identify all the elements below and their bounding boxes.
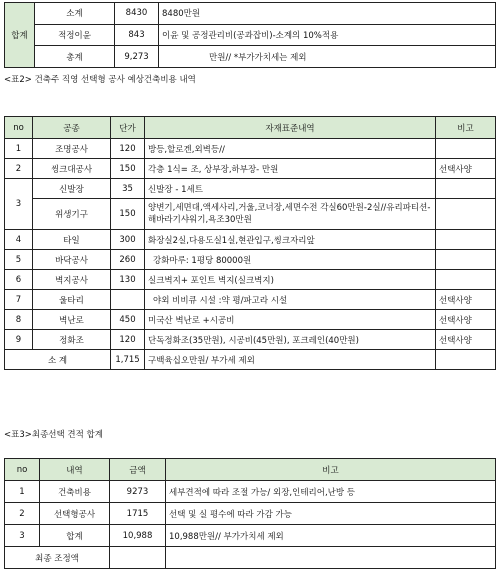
cell-name: 벽난로 bbox=[33, 310, 111, 330]
final-label: 최종 조정액 bbox=[5, 547, 110, 569]
cell-name: 조명공사 bbox=[33, 139, 111, 159]
cell-note bbox=[436, 270, 496, 290]
cell-amount: 1715 bbox=[110, 503, 166, 525]
cell-note: 선택사양 bbox=[436, 159, 496, 179]
cell-note: 10,988만원// 부가가치세 제외 bbox=[166, 525, 496, 547]
cell-no: 1 bbox=[5, 139, 33, 159]
cell-name: 위생기구 bbox=[33, 199, 111, 230]
cell-price: 120 bbox=[111, 330, 145, 350]
table-row bbox=[5, 199, 496, 230]
table-row bbox=[5, 270, 496, 290]
cell-name: 울타리 bbox=[33, 290, 111, 310]
cell-note bbox=[436, 139, 496, 159]
table-row bbox=[5, 330, 496, 350]
cell-note: 선택 및 실 평수에 따라 가감 가능 bbox=[166, 503, 496, 525]
header-name: 공종 bbox=[33, 117, 111, 139]
header-amount: 금액 bbox=[110, 459, 166, 481]
cell-amount: 10,988 bbox=[110, 525, 166, 547]
cell-note bbox=[436, 199, 496, 230]
header-name: 내역 bbox=[40, 459, 110, 481]
cell-price: 120 bbox=[111, 139, 145, 159]
cell-detail: 단독정화조(35만원), 시공비(45만원), 포크레인(40만원) bbox=[145, 330, 436, 350]
cell-note: 세부견적에 따라 조절 가능/ 외장,인테리어,난방 등 bbox=[166, 481, 496, 503]
table-row bbox=[5, 250, 496, 270]
subtotal-label: 소 계 bbox=[5, 350, 111, 370]
table-row bbox=[5, 230, 496, 250]
cell-no: 8 bbox=[5, 310, 33, 330]
summary-note: 만원// *부가가치세는 제외 bbox=[159, 46, 496, 68]
final-row bbox=[5, 547, 496, 569]
cell-detail: 방등,할로겐,외벽등// bbox=[145, 139, 436, 159]
cell-no: 3 bbox=[5, 525, 40, 547]
cell-detail: 각층 1식= 조, 상부장,하부장- 만원 bbox=[145, 159, 436, 179]
cell-detail: 강화마루: 1평당 80000원 bbox=[145, 250, 436, 270]
cell-note: 선택사양 bbox=[436, 310, 496, 330]
table-row bbox=[5, 139, 496, 159]
summary-amount: 8430 bbox=[115, 3, 159, 25]
cell-no: 5 bbox=[5, 250, 33, 270]
cell-note bbox=[436, 250, 496, 270]
summary-label: 총계 bbox=[35, 46, 115, 68]
cell-detail: 양변기,세면대,액세사리,거울,코너장,세면수전 각실60만원-2실//유리파티션-해바라기샤워기,욕조30만원 bbox=[145, 199, 436, 230]
final-total-table bbox=[4, 458, 496, 569]
summary-amount: 9,273 bbox=[115, 46, 159, 68]
cell-detail: 야외 비비큐 시설 :약 평/파고라 시설 bbox=[145, 290, 436, 310]
cost-breakdown-table bbox=[4, 116, 496, 370]
cell-no: 2 bbox=[5, 503, 40, 525]
cell-price: 150 bbox=[111, 199, 145, 230]
table-row bbox=[5, 503, 496, 525]
table-row bbox=[5, 525, 496, 547]
cell-detail: 화장실2실,다용도실1실,현관입구,씽크자리앞 bbox=[145, 230, 436, 250]
cell-price: 150 bbox=[111, 159, 145, 179]
table2-caption: <표2> 건축주 직영 선택형 공사 예상건축비용 내역 bbox=[4, 75, 196, 85]
table-row bbox=[5, 159, 496, 179]
summary-note: 8480만원 bbox=[159, 3, 496, 25]
cell-name: 선택형공사 bbox=[40, 503, 110, 525]
cell-detail: 실크벽지+ 포인트 벽지(실크벽지) bbox=[145, 270, 436, 290]
header-note: 비고 bbox=[166, 459, 496, 481]
cell-note: 선택사양 bbox=[436, 330, 496, 350]
cell-no: 9 bbox=[5, 330, 33, 350]
cell-price: 300 bbox=[111, 230, 145, 250]
header-price: 단가 bbox=[111, 117, 145, 139]
table-row bbox=[5, 481, 496, 503]
cell-note bbox=[436, 179, 496, 199]
table3-caption: <표3>최종선택 견적 합계 bbox=[4, 430, 103, 440]
table-row bbox=[5, 310, 496, 330]
cell-name: 바닥공사 bbox=[33, 250, 111, 270]
cell-detail: 신발장 - 1세트 bbox=[145, 179, 436, 199]
summary-label: 소계 bbox=[35, 3, 115, 25]
cell-note bbox=[436, 230, 496, 250]
cell-no: 6 bbox=[5, 270, 33, 290]
cell-note: 선택사양 bbox=[436, 290, 496, 310]
cell-name: 합계 bbox=[40, 525, 110, 547]
cell-name: 벽지공사 bbox=[33, 270, 111, 290]
subtotal-price: 1,715 bbox=[111, 350, 145, 370]
cell-no: 7 bbox=[5, 290, 33, 310]
cell-price: 35 bbox=[111, 179, 145, 199]
header-no: no bbox=[5, 117, 33, 139]
subtotal-detail: 구백육십오만원/ 부가세 제외 bbox=[145, 350, 436, 370]
cell-no: 4 bbox=[5, 230, 33, 250]
cell-amount: 9273 bbox=[110, 481, 166, 503]
cell-price: 130 bbox=[111, 270, 145, 290]
subtotal-row bbox=[5, 350, 496, 370]
table-row bbox=[5, 179, 496, 199]
header-detail: 자재표준내역 bbox=[145, 117, 436, 139]
cell-no: 2 bbox=[5, 159, 33, 179]
summary-amount: 843 bbox=[115, 24, 159, 46]
cell-name: 타일 bbox=[33, 230, 111, 250]
cell-price bbox=[111, 290, 145, 310]
cell-no: 3 bbox=[5, 179, 33, 230]
cell-name: 씽크대공사 bbox=[33, 159, 111, 179]
summary-note: 이윤 및 공정관리비(공과잡비)-소계의 10%적용 bbox=[159, 24, 496, 46]
cell-price: 450 bbox=[111, 310, 145, 330]
header-no: no bbox=[5, 459, 40, 481]
summary-group-label: 합계 bbox=[5, 3, 35, 68]
cell-no: 1 bbox=[5, 481, 40, 503]
table-row bbox=[5, 290, 496, 310]
cell-name: 정화조 bbox=[33, 330, 111, 350]
cell-name: 건축비용 bbox=[40, 481, 110, 503]
header-note: 비고 bbox=[436, 117, 496, 139]
cell-price: 260 bbox=[111, 250, 145, 270]
summary-label: 적정이윤 bbox=[35, 24, 115, 46]
cell-detail: 미국산 벽난로 +시공비 bbox=[145, 310, 436, 330]
cell-name: 신발장 bbox=[33, 179, 111, 199]
summary-table bbox=[4, 2, 496, 68]
